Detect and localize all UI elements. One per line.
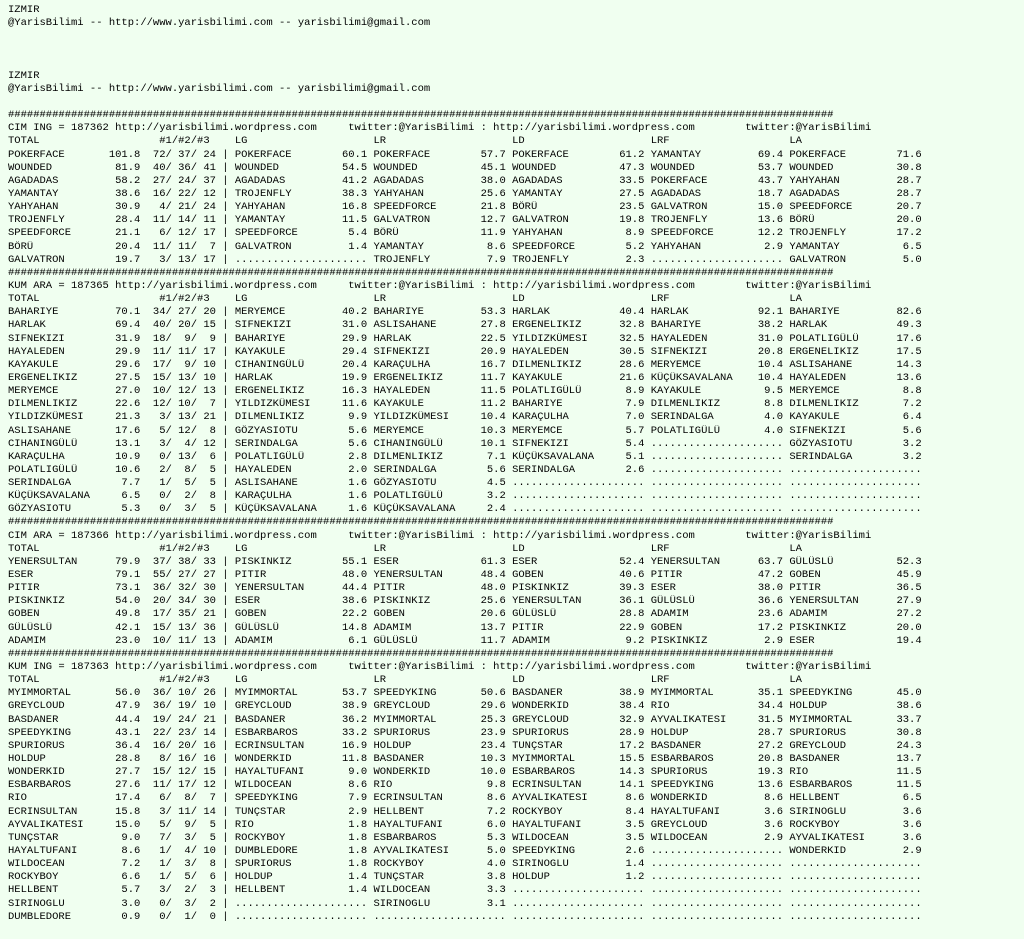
text-line: WILDOCEAN 7.2 1/ 3/ 8 | SPURIORUS 1.8 ROCKYBOY 4.0 SIRINOGLU 1.4 ..................... ..................... bbox=[8, 858, 922, 871]
text-line: ################################################################################################################################### bbox=[8, 647, 834, 660]
text-line: ECRINSULTAN 15.8 3/ 11/ 14 | TUNÇSTAR 2.9 HELLBENT 7.2 ROCKYBOY 8.4 HAYALTUFANI 3.6 SIRINOGLU 3.6 bbox=[8, 805, 922, 818]
text-line: TOTAL #1/#2/#3 LG LR LD LRF LA bbox=[8, 542, 802, 555]
text-line: DILMENLIKIZ 22.6 12/ 10/ 7 | YILDIZKÜMESI 11.6 KAYAKULE 11.2 BAHARIYE 7.9 DILMENLIKIZ 8.8 DILMENLIKIZ 7.2 bbox=[8, 398, 922, 411]
text-line bbox=[8, 96, 1024, 109]
text-line: HARLAK 69.4 40/ 20/ 15 | SIFNEKIZI 31.0 ASLISAHANE 27.8 ERGENELIKIZ 32.8 BAHARIYE 38.2 HARLAK 49.3 bbox=[8, 319, 922, 332]
text-line: SIRINOGLU 3.0 0/ 3/ 2 | ..................... SIRINOGLU 3.1 ..................... ..................... ..................... bbox=[8, 897, 922, 910]
text-line: @YarisBilimi -- http://www.yarisbilimi.com -- yarisbilimi@gmail.com bbox=[8, 17, 431, 30]
text-line: TUNÇSTAR 9.0 7/ 3/ 5 | ROCKYBOY 1.8 ESBARBAROS 5.3 WILDOCEAN 3.5 WILDOCEAN 2.9 AYVALIKATESI 3.6 bbox=[8, 831, 922, 844]
text-line: MERYEMCE 27.0 10/ 12/ 13 | ERGENELIKIZ 16.3 HAYALEDEN 11.5 POLATLIGÜLÜ 8.9 KAYAKULE 9.5 MERYEMCE 8.8 bbox=[8, 385, 922, 398]
text-line: GÖZYASIOTU 5.3 0/ 3/ 5 | KÜÇÜKSAVALANA 1.6 KÜÇÜKSAVALANA 2.4 ..................... ..................... ..................... bbox=[8, 503, 922, 516]
text-line: AYVALIKATESI 15.0 5/ 9/ 5 | RIO 1.8 HAYALTUFANI 6.0 HAYALTUFANI 3.5 GREYCLOUD 3.6 ROCKYBOY 3.6 bbox=[8, 818, 922, 831]
text-line: ADAMIM 23.0 10/ 11/ 13 | ADAMIM 6.1 GÜLÜSLÜ 11.7 ADAMIM 9.2 PISKINKIZ 2.9 ESER 19.4 bbox=[8, 634, 922, 647]
text-line: ROCKYBOY 6.6 1/ 5/ 6 | HOLDUP 1.4 TUNÇSTAR 3.8 HOLDUP 1.2 ..................... ..................... bbox=[8, 871, 922, 884]
text-line: HAYALTUFANI 8.6 1/ 4/ 10 | DUMBLEDORE 1.8 AYVALIKATESI 5.0 SPEEDYKING 2.6 ..................... WONDERKID 2.9 bbox=[8, 845, 922, 857]
text-line: SPURIORUS 36.4 16/ 20/ 16 | ECRINSULTAN 16.9 HOLDUP 23.4 TUNÇSTAR 17.2 BASDANER 27.2 GREYCLOUD 24.3 bbox=[8, 739, 922, 752]
text-line: HOLDUP 28.8 8/ 16/ 16 | WONDERKID 11.8 BASDANER 10.3 MYIMMORTAL 15.5 ESBARBAROS 20.8 BASDANER 13.7 bbox=[8, 753, 922, 766]
text-line: YAMANTAY 38.6 16/ 22/ 12 | TROJENFLY 38.3 YAHYAHAN 25.6 YAMANTAY 27.5 AGADADAS 18.7 AGADADAS 28.7 bbox=[8, 187, 922, 200]
text-line: KARAÇULHA 10.9 0/ 13/ 6 | POLATLIGÜLÜ 2.8 DILMENLIKIZ 7.1 KÜÇÜKSAVALANA 5.1 ..................... SERINDALGA 3.2 bbox=[8, 450, 922, 463]
text-line: GALVATRON 19.7 3/ 13/ 17 | ..................... TROJENFLY 7.9 TROJENFLY 2.3 ..................... GALVATRON 5.0 bbox=[8, 253, 922, 266]
text-line: ################################################################################################################################### bbox=[8, 266, 834, 279]
text-line: ASLISAHANE 17.6 5/ 12/ 8 | GÖZYASIOTU 5.6 MERYEMCE 10.3 MERYEMCE 5.7 POLATLIGÜLÜ 4.0 SIFNEKIZI 5.6 bbox=[8, 424, 922, 437]
text-line bbox=[8, 43, 1024, 56]
text-line: BÖRÜ 20.4 11/ 11/ 7 | GALVATRON 1.4 YAMANTAY 8.6 SPEEDFORCE 5.2 YAHYAHAN 2.9 YAMANTAY 6.5 bbox=[8, 240, 922, 253]
text-line: KUM ARA = 187365 http://yarisbilimi.wordpress.com twitter:@YarisBilimi : http://yarisbilimi.wordpress.com twitter:@YarisBilimi bbox=[8, 279, 872, 292]
text-line: MYIMMORTAL 56.0 36/ 10/ 26 | MYIMMORTAL 53.7 SPEEDYKING 50.6 BASDANER 38.9 MYIMMORTAL 35.1 SPEEDYKING 45.0 bbox=[8, 687, 922, 700]
text-line: YAHYAHAN 30.9 4/ 21/ 24 | YAHYAHAN 16.8 SPEEDFORCE 21.8 BÖRÜ 23.5 GALVATRON 15.0 SPEEDFORCE 20.7 bbox=[8, 201, 922, 214]
text-line: TOTAL #1/#2/#3 LG LR LD LRF LA bbox=[8, 293, 802, 306]
text-line: BASDANER 44.4 19/ 24/ 21 | BASDANER 36.2 MYIMMORTAL 25.3 GREYCLOUD 32.9 AYVALIKATESI 31.5 MYIMMORTAL 33.7 bbox=[8, 713, 922, 726]
text-line: POLATLIGÜLÜ 10.6 2/ 8/ 5 | HAYALEDEN 2.0 SERINDALGA 5.6 SERINDALGA 2.6 ..................... ..................... bbox=[8, 463, 922, 476]
text-line: YILDIZKÜMESI 21.3 3/ 13/ 21 | DILMENLIKIZ 9.9 YILDIZKÜMESI 10.4 KARAÇULHA 7.0 SERINDALGA 4.0 KAYAKULE 6.4 bbox=[8, 411, 922, 424]
text-line: ################################################################################################################################### bbox=[8, 109, 834, 122]
text-line: BAHARIYE 70.1 34/ 27/ 20 | MERYEMCE 40.2 BAHARIYE 53.3 HARLAK 40.4 HARLAK 92.1 BAHARIYE 82.6 bbox=[8, 306, 922, 319]
text-line: TOTAL #1/#2/#3 LG LR LD LRF LA bbox=[8, 135, 802, 148]
text-line: RIO 17.4 6/ 8/ 7 | SPEEDYKING 7.9 ECRINSULTAN 8.6 AYVALIKATESI 8.6 WONDERKID 8.6 HELLBENT 6.5 bbox=[8, 792, 922, 805]
text-line: @YarisBilimi -- http://www.yarisbilimi.com -- yarisbilimi@gmail.com bbox=[8, 82, 431, 95]
text-line: HAYALEDEN 29.9 11/ 11/ 17 | KAYAKULE 29.4 SIFNEKIZI 20.9 HAYALEDEN 30.5 SIFNEKIZI 20.8 ERGENELIKIZ 17.5 bbox=[8, 345, 922, 358]
text-line: HELLBENT 5.7 3/ 2/ 3 | HELLBENT 1.4 WILDOCEAN 3.3 ..................... ..................... ..................... bbox=[8, 884, 922, 897]
text-line: POKERFACE 101.8 72/ 37/ 24 | POKERFACE 60.1 POKERFACE 57.7 POKERFACE 61.2 YAMANTAY 69.4 POKERFACE 71.6 bbox=[8, 148, 922, 161]
text-line: SERINDALGA 7.7 1/ 5/ 5 | ASLISAHANE 1.6 GÖZYASIOTU 4.5 ..................... ..................... ..................... bbox=[8, 477, 922, 490]
text-line: KUM ING = 187363 http://yarisbilimi.wordpress.com twitter:@YarisBilimi : http://yarisbilimi.wordpress.com twitter:@YarisBilimi bbox=[8, 661, 872, 674]
text-line: ESER 79.1 55/ 27/ 27 | PITIR 48.0 YENERSULTAN 48.4 GOBEN 40.6 PITIR 47.2 GOBEN 45.9 bbox=[8, 569, 922, 582]
text-line bbox=[8, 30, 1024, 43]
text-line: AGADADAS 58.2 27/ 24/ 37 | AGADADAS 41.2 AGADADAS 38.0 AGADADAS 33.5 POKERFACE 43.7 YAHYAHAN 28.7 bbox=[8, 174, 922, 187]
text-line: DUMBLEDORE 0.9 0/ 1/ 0 | ..................... ..................... ..................... ..................... ..................... bbox=[8, 910, 922, 923]
text-line: IZMIR bbox=[8, 69, 40, 82]
text-line: GOBEN 49.8 17/ 35/ 21 | GOBEN 22.2 GOBEN 20.6 GÜLÜSLÜ 28.8 ADAMIM 23.6 ADAMIM 27.2 bbox=[8, 608, 922, 621]
text-line: WOUNDED 81.9 40/ 36/ 41 | WOUNDED 54.5 WOUNDED 45.1 WOUNDED 47.3 WOUNDED 53.7 WOUNDED 30.8 bbox=[8, 161, 922, 174]
text-line: ESBARBAROS 27.6 11/ 17/ 12 | WILDOCEAN 8.6 RIO 9.8 ECRINSULTAN 14.1 SPEEDYKING 13.6 ESBARBAROS 11.5 bbox=[8, 779, 922, 792]
text-line: SPEEDFORCE 21.1 6/ 12/ 17 | SPEEDFORCE 5.4 BÖRÜ 11.9 YAHYAHAN 8.9 SPEEDFORCE 12.2 TROJENFLY 17.2 bbox=[8, 227, 922, 240]
text-line: TOTAL #1/#2/#3 LG LR LD LRF LA bbox=[8, 674, 802, 687]
text-line: PITIR 73.1 36/ 32/ 30 | YENERSULTAN 44.4 PITIR 48.0 PISKINKIZ 39.3 ESER 38.0 PITIR 36.5 bbox=[8, 582, 922, 595]
text-line: SPEEDYKING 43.1 22/ 23/ 14 | ESBARBAROS 33.2 SPURIORUS 23.9 SPURIORUS 28.9 HOLDUP 28.7 SPURIORUS 30.8 bbox=[8, 726, 922, 739]
text-line: GREYCLOUD 47.9 36/ 19/ 10 | GREYCLOUD 38.9 GREYCLOUD 29.6 WONDERKID 38.4 RIO 34.4 HOLDUP 38.6 bbox=[8, 700, 922, 713]
text-line: TROJENFLY 28.4 11/ 14/ 11 | YAMANTAY 11.5 GALVATRON 12.7 GALVATRON 19.8 TROJENFLY 13.6 BÖRÜ 20.0 bbox=[8, 214, 922, 227]
text-line: ERGENELIKIZ 27.5 15/ 13/ 10 | HARLAK 19.9 ERGENELIKIZ 11.7 KAYAKULE 21.6 KÜÇÜKSAVALANA 10.4 HAYALEDEN 13.6 bbox=[8, 371, 922, 384]
text-line: KÜÇÜKSAVALANA 6.5 0/ 2/ 8 | KARAÇULHA 1.6 POLATLIGÜLÜ 3.2 ..................... ..................... ..................... bbox=[8, 490, 922, 503]
text-line: SIFNEKIZI 31.9 18/ 9/ 9 | BAHARIYE 29.9 HARLAK 22.5 YILDIZKÜMESI 32.5 HAYALEDEN 31.0 POLATLIGÜLÜ 17.6 bbox=[8, 332, 922, 345]
text-line bbox=[8, 57, 1024, 70]
text-line: CIHANINGÜLÜ 13.1 3/ 4/ 12 | SERINDALGA 5.6 CIHANINGÜLÜ 10.1 SIFNEKIZI 5.4 ..................... GÖZYASIOTU 3.2 bbox=[8, 437, 922, 450]
text-line: YENERSULTAN 79.9 37/ 38/ 33 | PISKINKIZ 55.1 ESER 61.3 ESER 52.4 YENERSULTAN 63.7 GÜLÜSLÜ 52.3 bbox=[8, 555, 922, 568]
text-line: CIM ING = 187362 http://yarisbilimi.wordpress.com twitter:@YarisBilimi : http://yarisbilimi.wordpress.com twitter:@YarisBilimi bbox=[8, 122, 872, 135]
text-line: PISKINKIZ 54.0 20/ 34/ 30 | ESER 38.6 PISKINKIZ 25.6 YENERSULTAN 36.1 GÜLÜSLÜ 36.6 YENERSULTAN 27.9 bbox=[8, 595, 922, 608]
text-line: ################################################################################################################################### bbox=[8, 516, 834, 529]
text-line: KAYAKULE 29.6 17/ 9/ 10 | CIHANINGÜLÜ 20.4 KARAÇULHA 16.7 DILMENLIKIZ 28.6 MERYEMCE 10.4 ASLISAHANE 14.3 bbox=[8, 358, 922, 371]
text-line: GÜLÜSLÜ 42.1 15/ 13/ 36 | GÜLÜSLÜ 14.8 ADAMIM 13.7 PITIR 22.9 GOBEN 17.2 PISKINKIZ 20.0 bbox=[8, 621, 922, 634]
text-line: WONDERKID 27.7 15/ 12/ 15 | HAYALTUFANI 9.0 WONDERKID 10.0 ESBARBAROS 14.3 SPURIORUS 19.3 RIO 11.5 bbox=[8, 766, 922, 779]
text-line: IZMIR bbox=[8, 4, 40, 16]
text-line: CIM ARA = 187366 http://yarisbilimi.wordpress.com twitter:@YarisBilimi : http://yarisbilimi.wordpress.com twitter:@YarisBilimi bbox=[8, 529, 872, 542]
